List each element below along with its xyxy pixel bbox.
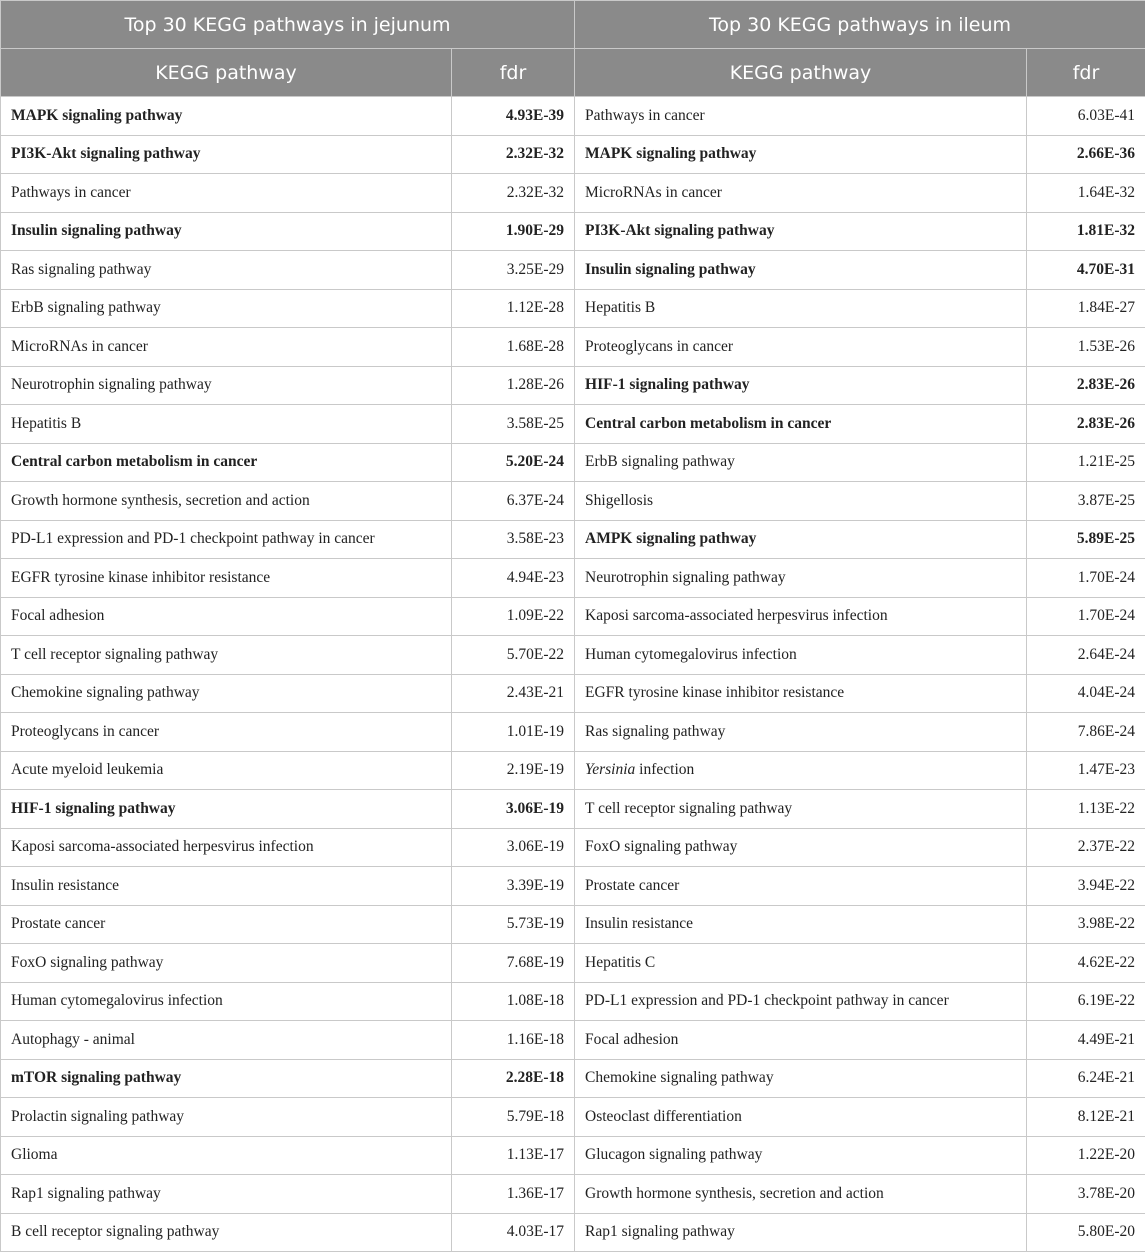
table-row xyxy=(1,944,1145,983)
ileum-fdr-cell: 1.84E-27 xyxy=(1027,289,1145,328)
ileum-pathway-cell: FoxO signaling pathway xyxy=(575,828,1027,867)
table-row xyxy=(1,482,1145,521)
table-row xyxy=(1,212,1145,251)
table-row xyxy=(1,1213,1145,1252)
ileum-fdr-cell: 1.81E-32 xyxy=(1027,212,1145,251)
table-row xyxy=(1,636,1145,675)
jejunum-pathway-cell: mTOR signaling pathway xyxy=(1,1059,452,1098)
ileum-fdr-cell: 3.78E-20 xyxy=(1027,1175,1145,1214)
jejunum-fdr-cell: 1.08E-18 xyxy=(452,982,575,1021)
jejunum-fdr-cell: 1.90E-29 xyxy=(452,212,575,251)
ileum-fdr-cell: 2.37E-22 xyxy=(1027,828,1145,867)
ileum-fdr-cell: 4.62E-22 xyxy=(1027,944,1145,983)
ileum-fdr-cell: 7.86E-24 xyxy=(1027,713,1145,752)
jejunum-pathway-cell: Prostate cancer xyxy=(1,905,452,944)
jejunum-pathway-cell: Prolactin signaling pathway xyxy=(1,1098,452,1137)
jejunum-fdr-cell: 3.25E-29 xyxy=(452,251,575,290)
ileum-fdr-cell: 1.70E-24 xyxy=(1027,559,1145,598)
jejunum-pathway-cell: Human cytomegalovirus infection xyxy=(1,982,452,1021)
jejunum-fdr-cell: 5.70E-22 xyxy=(452,636,575,675)
ileum-pathway-header: KEGG pathway xyxy=(575,49,1027,97)
jejunum-fdr-cell: 1.68E-28 xyxy=(452,328,575,367)
jejunum-pathway-cell: ErbB signaling pathway xyxy=(1,289,452,328)
ileum-fdr-cell: 1.64E-32 xyxy=(1027,174,1145,213)
jejunum-pathway-cell: MAPK signaling pathway xyxy=(1,97,452,136)
jejunum-fdr-cell: 3.06E-19 xyxy=(452,828,575,867)
ileum-pathway-cell: Glucagon signaling pathway xyxy=(575,1136,1027,1175)
jejunum-fdr-cell: 2.19E-19 xyxy=(452,751,575,790)
jejunum-fdr-cell: 5.79E-18 xyxy=(452,1098,575,1137)
jejunum-fdr-cell: 1.28E-26 xyxy=(452,366,575,405)
jejunum-pathway-cell: FoxO signaling pathway xyxy=(1,944,452,983)
ileum-pathway-cell: Hepatitis C xyxy=(575,944,1027,983)
ileum-pathway-cell: Insulin resistance xyxy=(575,905,1027,944)
ileum-pathway-cell: Growth hormone synthesis, secretion and action xyxy=(575,1175,1027,1214)
jejunum-pathway-cell: Ras signaling pathway xyxy=(1,251,452,290)
jejunum-fdr-cell: 2.32E-32 xyxy=(452,135,575,174)
jejunum-fdr-cell: 2.43E-21 xyxy=(452,674,575,713)
table-body xyxy=(1,97,1145,1252)
table-row xyxy=(1,559,1145,598)
table-row xyxy=(1,328,1145,367)
ileum-pathway-cell: Proteoglycans in cancer xyxy=(575,328,1027,367)
ileum-fdr-cell: 4.70E-31 xyxy=(1027,251,1145,290)
jejunum-pathway-cell: EGFR tyrosine kinase inhibitor resistance xyxy=(1,559,452,598)
table-row xyxy=(1,174,1145,213)
jejunum-fdr-cell: 7.68E-19 xyxy=(452,944,575,983)
ileum-pathway-cell: Central carbon metabolism in cancer xyxy=(575,405,1027,444)
ileum-title: Top 30 KEGG pathways in ileum xyxy=(575,1,1145,49)
jejunum-fdr-cell: 3.58E-23 xyxy=(452,520,575,559)
table-row xyxy=(1,405,1145,444)
table-row xyxy=(1,982,1145,1021)
ileum-pathway-cell: Kaposi sarcoma-associated herpesvirus infection xyxy=(575,597,1027,636)
jejunum-fdr-cell: 2.32E-32 xyxy=(452,174,575,213)
jejunum-fdr-cell: 1.36E-17 xyxy=(452,1175,575,1214)
table-row xyxy=(1,751,1145,790)
ileum-fdr-cell: 5.80E-20 xyxy=(1027,1213,1145,1252)
ileum-pathway-cell: Focal adhesion xyxy=(575,1021,1027,1060)
ileum-fdr-cell: 1.22E-20 xyxy=(1027,1136,1145,1175)
ileum-pathway-cell: HIF-1 signaling pathway xyxy=(575,366,1027,405)
table-row xyxy=(1,1136,1145,1175)
jejunum-fdr-cell: 5.73E-19 xyxy=(452,905,575,944)
jejunum-title: Top 30 KEGG pathways in jejunum xyxy=(1,1,575,49)
jejunum-pathway-cell: B cell receptor signaling pathway xyxy=(1,1213,452,1252)
jejunum-fdr-cell: 2.28E-18 xyxy=(452,1059,575,1098)
ileum-pathway-cell: Rap1 signaling pathway xyxy=(575,1213,1027,1252)
table-row xyxy=(1,713,1145,752)
ileum-fdr-cell: 3.94E-22 xyxy=(1027,867,1145,906)
ileum-fdr-header: fdr xyxy=(1027,49,1145,97)
jejunum-fdr-cell: 1.13E-17 xyxy=(452,1136,575,1175)
jejunum-fdr-header: fdr xyxy=(452,49,575,97)
ileum-pathway-cell: MicroRNAs in cancer xyxy=(575,174,1027,213)
table-row xyxy=(1,905,1145,944)
jejunum-pathway-cell: Kaposi sarcoma-associated herpesvirus infection xyxy=(1,828,452,867)
table-row xyxy=(1,97,1145,136)
jejunum-pathway-cell: Insulin resistance xyxy=(1,867,452,906)
jejunum-pathway-cell: PD-L1 expression and PD-1 checkpoint pathway in cancer xyxy=(1,520,452,559)
jejunum-pathway-cell: Chemokine signaling pathway xyxy=(1,674,452,713)
table-row xyxy=(1,1059,1145,1098)
pathway-text: infection xyxy=(635,761,694,778)
ileum-pathway-cell: Shigellosis xyxy=(575,482,1027,521)
ileum-fdr-cell: 6.24E-21 xyxy=(1027,1059,1145,1098)
table-row xyxy=(1,443,1145,482)
ileum-pathway-cell: T cell receptor signaling pathway xyxy=(575,790,1027,829)
jejunum-fdr-cell: 1.12E-28 xyxy=(452,289,575,328)
jejunum-fdr-cell: 4.93E-39 xyxy=(452,97,575,136)
jejunum-pathway-cell: MicroRNAs in cancer xyxy=(1,328,452,367)
jejunum-pathway-cell: PI3K-Akt signaling pathway xyxy=(1,135,452,174)
ileum-fdr-cell: 6.03E-41 xyxy=(1027,97,1145,136)
jejunum-pathway-cell: Proteoglycans in cancer xyxy=(1,713,452,752)
ileum-fdr-cell: 5.89E-25 xyxy=(1027,520,1145,559)
jejunum-pathway-cell: Neurotrophin signaling pathway xyxy=(1,366,452,405)
ileum-pathway-cell: Ras signaling pathway xyxy=(575,713,1027,752)
ileum-pathway-cell: Pathways in cancer xyxy=(575,97,1027,136)
ileum-fdr-cell: 6.19E-22 xyxy=(1027,982,1145,1021)
jejunum-pathway-cell: Glioma xyxy=(1,1136,452,1175)
jejunum-pathway-cell: HIF-1 signaling pathway xyxy=(1,790,452,829)
ileum-pathway-cell: PD-L1 expression and PD-1 checkpoint pathway in cancer xyxy=(575,982,1027,1021)
ileum-fdr-cell: 2.83E-26 xyxy=(1027,366,1145,405)
jejunum-fdr-cell: 5.20E-24 xyxy=(452,443,575,482)
ileum-fdr-cell: 3.87E-25 xyxy=(1027,482,1145,521)
ileum-fdr-cell: 1.47E-23 xyxy=(1027,751,1145,790)
ileum-fdr-cell: 1.53E-26 xyxy=(1027,328,1145,367)
ileum-pathway-cell: ErbB signaling pathway xyxy=(575,443,1027,482)
jejunum-fdr-cell: 3.06E-19 xyxy=(452,790,575,829)
jejunum-pathway-cell: Central carbon metabolism in cancer xyxy=(1,443,452,482)
jejunum-pathway-cell: Rap1 signaling pathway xyxy=(1,1175,452,1214)
ileum-pathway-cell: Osteoclast differentiation xyxy=(575,1098,1027,1137)
jejunum-pathway-cell: Pathways in cancer xyxy=(1,174,452,213)
jejunum-fdr-cell: 4.94E-23 xyxy=(452,559,575,598)
jejunum-fdr-cell: 3.39E-19 xyxy=(452,867,575,906)
ileum-fdr-cell: 8.12E-21 xyxy=(1027,1098,1145,1137)
jejunum-fdr-cell: 1.01E-19 xyxy=(452,713,575,752)
jejunum-fdr-cell: 6.37E-24 xyxy=(452,482,575,521)
ileum-fdr-cell: 4.04E-24 xyxy=(1027,674,1145,713)
ileum-pathway-cell: Hepatitis B xyxy=(575,289,1027,328)
ileum-pathway-cell: Neurotrophin signaling pathway xyxy=(575,559,1027,598)
jejunum-pathway-cell: Hepatitis B xyxy=(1,405,452,444)
jejunum-fdr-cell: 1.16E-18 xyxy=(452,1021,575,1060)
table-row xyxy=(1,828,1145,867)
ileum-pathway-cell: PI3K-Akt signaling pathway xyxy=(575,212,1027,251)
table-row xyxy=(1,674,1145,713)
italic-genus: Yersinia xyxy=(585,761,635,778)
ileum-pathway-cell: Chemokine signaling pathway xyxy=(575,1059,1027,1098)
ileum-fdr-cell: 3.98E-22 xyxy=(1027,905,1145,944)
title-row xyxy=(1,1,1145,49)
ileum-fdr-cell: 1.13E-22 xyxy=(1027,790,1145,829)
table-row xyxy=(1,1175,1145,1214)
ileum-pathway-cell: Insulin signaling pathway xyxy=(575,251,1027,290)
ileum-fdr-cell: 1.21E-25 xyxy=(1027,443,1145,482)
jejunum-fdr-cell: 1.09E-22 xyxy=(452,597,575,636)
ileum-pathway-cell: MAPK signaling pathway xyxy=(575,135,1027,174)
ileum-fdr-cell: 2.66E-36 xyxy=(1027,135,1145,174)
ileum-pathway-cell xyxy=(575,751,1027,790)
table-row xyxy=(1,597,1145,636)
ileum-fdr-cell: 2.64E-24 xyxy=(1027,636,1145,675)
ileum-pathway-cell: AMPK signaling pathway xyxy=(575,520,1027,559)
table-row xyxy=(1,1098,1145,1137)
table-row xyxy=(1,520,1145,559)
ileum-pathway-cell: Prostate cancer xyxy=(575,867,1027,906)
column-header-row xyxy=(1,49,1145,97)
table-row xyxy=(1,867,1145,906)
jejunum-pathway-cell: Acute myeloid leukemia xyxy=(1,751,452,790)
jejunum-pathway-cell: Insulin signaling pathway xyxy=(1,212,452,251)
jejunum-pathway-cell: Focal adhesion xyxy=(1,597,452,636)
ileum-pathway-cell: EGFR tyrosine kinase inhibitor resistance xyxy=(575,674,1027,713)
table-row xyxy=(1,790,1145,829)
table-row xyxy=(1,251,1145,290)
table-row xyxy=(1,135,1145,174)
table-row xyxy=(1,1021,1145,1060)
table-row xyxy=(1,366,1145,405)
table-row xyxy=(1,289,1145,328)
ileum-pathway-cell: Human cytomegalovirus infection xyxy=(575,636,1027,675)
ileum-fdr-cell: 1.70E-24 xyxy=(1027,597,1145,636)
jejunum-fdr-cell: 4.03E-17 xyxy=(452,1213,575,1252)
jejunum-pathway-cell: Growth hormone synthesis, secretion and action xyxy=(1,482,452,521)
ileum-fdr-cell: 2.83E-26 xyxy=(1027,405,1145,444)
jejunum-pathway-header: KEGG pathway xyxy=(1,49,452,97)
ileum-fdr-cell: 4.49E-21 xyxy=(1027,1021,1145,1060)
jejunum-pathway-cell: T cell receptor signaling pathway xyxy=(1,636,452,675)
jejunum-pathway-cell: Autophagy - animal xyxy=(1,1021,452,1060)
jejunum-fdr-cell: 3.58E-25 xyxy=(452,405,575,444)
